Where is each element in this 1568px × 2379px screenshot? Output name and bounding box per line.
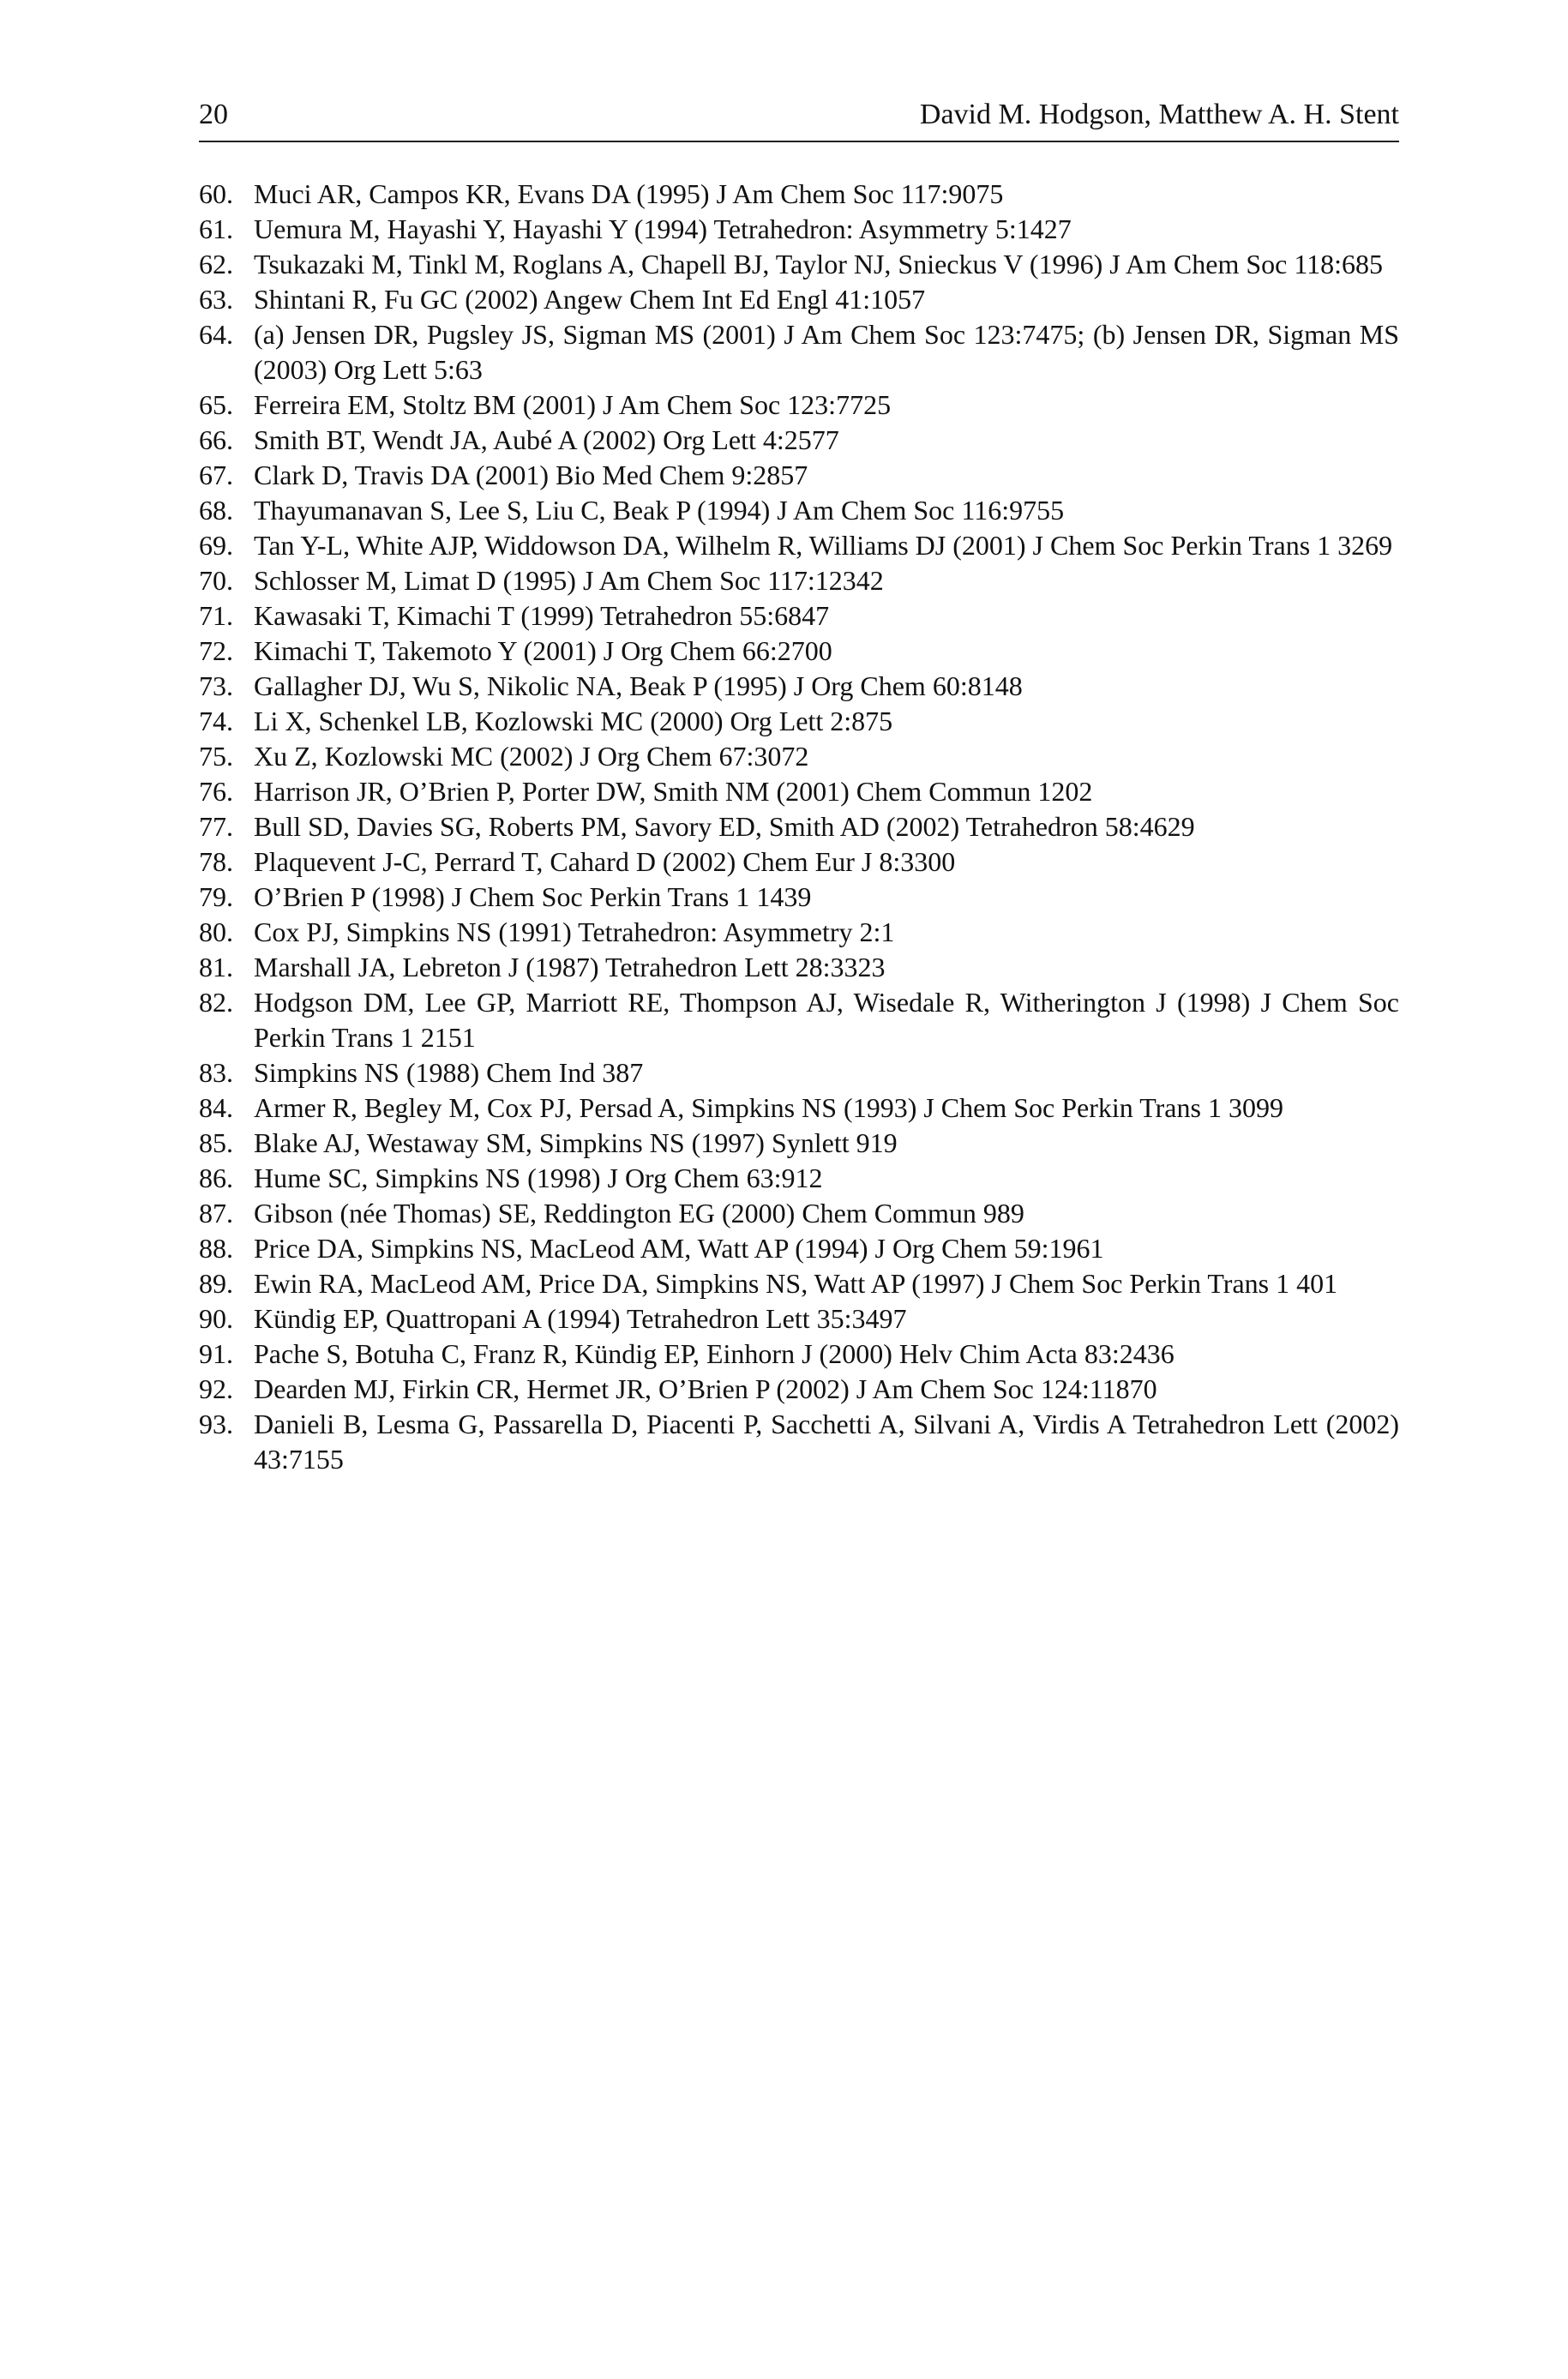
reference-text: Price DA, Simpkins NS, MacLeod AM, Watt AP (1994) J Org Chem 59:1961 [254,1233,1104,1264]
reference-number: 77. [199,811,233,842]
header-rule [199,141,1399,142]
reference-text: Li X, Schenkel LB, Kozlowski MC (2000) Org Lett 2:875 [254,706,893,736]
reference-item [199,282,1399,317]
reference-number: 78. [199,846,233,877]
reference-text: Shintani R, Fu GC (2002) Angew Chem Int Ed Engl 41:1057 [254,284,926,315]
reference-text: Kawasaki T, Kimachi T (1999) Tetrahedron 55:6847 [254,600,830,631]
reference-text: Uemura M, Hayashi Y, Hayashi Y (1994) Tetrahedron: Asymmetry 5:1427 [254,213,1072,244]
reference-number: 91. [199,1338,233,1369]
reference-item [199,985,1399,1055]
reference-text: Blake AJ, Westaway SM, Simpkins NS (1997) Synlett 919 [254,1127,898,1158]
reference-number: 92. [199,1373,233,1404]
reference-item [199,212,1399,247]
reference-text: O’Brien P (1998) J Chem Soc Perkin Trans 1 1439 [254,881,812,912]
reference-item [199,247,1399,282]
reference-text: Bull SD, Davies SG, Roberts PM, Savory ED, Smith AD (2002) Tetrahedron 58:4629 [254,811,1195,842]
reference-text: Smith BT, Wendt JA, Aubé A (2002) Org Lett 4:2577 [254,424,839,455]
reference-number: 72. [199,635,233,666]
reference-item [199,1126,1399,1161]
reference-number: 65. [199,389,233,420]
reference-item [199,387,1399,423]
page-number: 20 [199,99,228,130]
reference-number: 81. [199,952,233,982]
reference-number: 83. [199,1057,233,1088]
reference-item [199,528,1399,563]
reference-text: Schlosser M, Limat D (1995) J Am Chem Soc 117:12342 [254,565,884,596]
reference-item [199,1407,1399,1477]
reference-item [199,880,1399,915]
reference-number: 76. [199,776,233,807]
reference-text: Cox PJ, Simpkins NS (1991) Tetrahedron: Asymmetry 2:1 [254,916,895,947]
reference-item [199,669,1399,704]
reference-item [199,598,1399,634]
reference-item [199,809,1399,844]
reference-number: 79. [199,881,233,912]
reference-item [199,950,1399,985]
reference-item [199,317,1399,387]
reference-number: 87. [199,1198,233,1229]
reference-number: 93. [199,1409,233,1439]
reference-text: Hodgson DM, Lee GP, Marriott RE, Thompson AJ, Wisedale R, Witherington J (1998) J Chem Soc Perkin Trans 1 2151 [254,987,1399,1053]
reference-item [199,1090,1399,1126]
reference-item [199,1266,1399,1301]
reference-number: 75. [199,741,233,772]
reference-text: (a) Jensen DR, Pugsley JS, Sigman MS (2001) J Am Chem Soc 123:7475; (b) Jensen DR, Sigman MS (2003) Org Lett 5:63 [254,319,1399,385]
reference-number: 69. [199,530,233,561]
reference-item [199,844,1399,880]
reference-item [199,915,1399,950]
reference-number: 61. [199,213,233,244]
reference-text: Tsukazaki M, Tinkl M, Roglans A, Chapell BJ, Taylor NJ, Snieckus V (1996) J Am Chem Soc 118:685 [254,249,1384,279]
reference-text: Ferreira EM, Stoltz BM (2001) J Am Chem Soc 123:7725 [254,389,892,420]
reference-text: Plaquevent J-C, Perrard T, Cahard D (2002) Chem Eur J 8:3300 [254,846,956,877]
reference-number: 88. [199,1233,233,1264]
reference-text: Pache S, Botuha C, Franz R, Kündig EP, Einhorn J (2000) Helv Chim Acta 83:2436 [254,1338,1174,1369]
reference-text: Simpkins NS (1988) Chem Ind 387 [254,1057,644,1088]
reference-item [199,1231,1399,1266]
reference-text: Kündig EP, Quattropani A (1994) Tetrahedron Lett 35:3497 [254,1303,907,1334]
reference-text: Dearden MJ, Firkin CR, Hermet JR, O’Brien P (2002) J Am Chem Soc 124:11870 [254,1373,1157,1404]
reference-item [199,1337,1399,1372]
reference-item [199,1161,1399,1196]
reference-number: 66. [199,424,233,455]
reference-item [199,493,1399,528]
reference-text: Clark D, Travis DA (2001) Bio Med Chem 9:2857 [254,460,808,490]
reference-list [199,177,1399,1477]
reference-number: 84. [199,1092,233,1123]
page-header [199,94,1399,142]
reference-item [199,458,1399,493]
reference-number: 82. [199,987,233,1018]
reference-text: Thayumanavan S, Lee S, Liu C, Beak P (1994) J Am Chem Soc 116:9755 [254,495,1065,526]
reference-text: Hume SC, Simpkins NS (1998) J Org Chem 63:912 [254,1162,823,1193]
reference-item [199,423,1399,458]
reference-number: 70. [199,565,233,596]
reference-number: 62. [199,249,233,279]
reference-item [199,774,1399,809]
reference-number: 89. [199,1268,233,1299]
reference-number: 73. [199,670,233,701]
reference-number: 63. [199,284,233,315]
running-head: David M. Hodgson, Matthew A. H. Stent [919,99,1399,130]
reference-item [199,704,1399,739]
reference-text: Armer R, Begley M, Cox PJ, Persad A, Simpkins NS (1993) J Chem Soc Perkin Trans 1 3099 [254,1092,1283,1123]
reference-number: 80. [199,916,233,947]
reference-number: 85. [199,1127,233,1158]
reference-number: 86. [199,1162,233,1193]
reference-number: 60. [199,178,233,209]
reference-item [199,634,1399,669]
reference-number: 64. [199,319,233,350]
reference-item [199,1055,1399,1090]
reference-item [199,739,1399,774]
reference-text: Xu Z, Kozlowski MC (2002) J Org Chem 67:3072 [254,741,809,772]
reference-item [199,177,1399,212]
reference-number: 68. [199,495,233,526]
reference-item [199,563,1399,598]
reference-item [199,1372,1399,1407]
reference-text: Kimachi T, Takemoto Y (2001) J Org Chem 66:2700 [254,635,832,666]
reference-text: Danieli B, Lesma G, Passarella D, Piacenti P, Sacchetti A, Silvani A, Virdis A Tetrahedron Lett (2002) 43:7155 [254,1409,1399,1475]
reference-text: Tan Y-L, White AJP, Widdowson DA, Wilhelm R, Williams DJ (2001) J Chem Soc Perkin Trans 1 3269 [254,530,1393,561]
reference-number: 74. [199,706,233,736]
reference-text: Gallagher DJ, Wu S, Nikolic NA, Beak P (1995) J Org Chem 60:8148 [254,670,1023,701]
reference-text: Harrison JR, O’Brien P, Porter DW, Smith NM (2001) Chem Commun 1202 [254,776,1093,807]
reference-number: 67. [199,460,233,490]
reference-number: 71. [199,600,233,631]
reference-text: Marshall JA, Lebreton J (1987) Tetrahedron Lett 28:3323 [254,952,886,982]
reference-text: Muci AR, Campos KR, Evans DA (1995) J Am Chem Soc 117:9075 [254,178,1004,209]
reference-number: 90. [199,1303,233,1334]
reference-text: Gibson (née Thomas) SE, Reddington EG (2000) Chem Commun 989 [254,1198,1024,1229]
reference-item [199,1301,1399,1337]
reference-item [199,1196,1399,1231]
reference-text: Ewin RA, MacLeod AM, Price DA, Simpkins NS, Watt AP (1997) J Chem Soc Perkin Trans 1 401 [254,1268,1338,1299]
